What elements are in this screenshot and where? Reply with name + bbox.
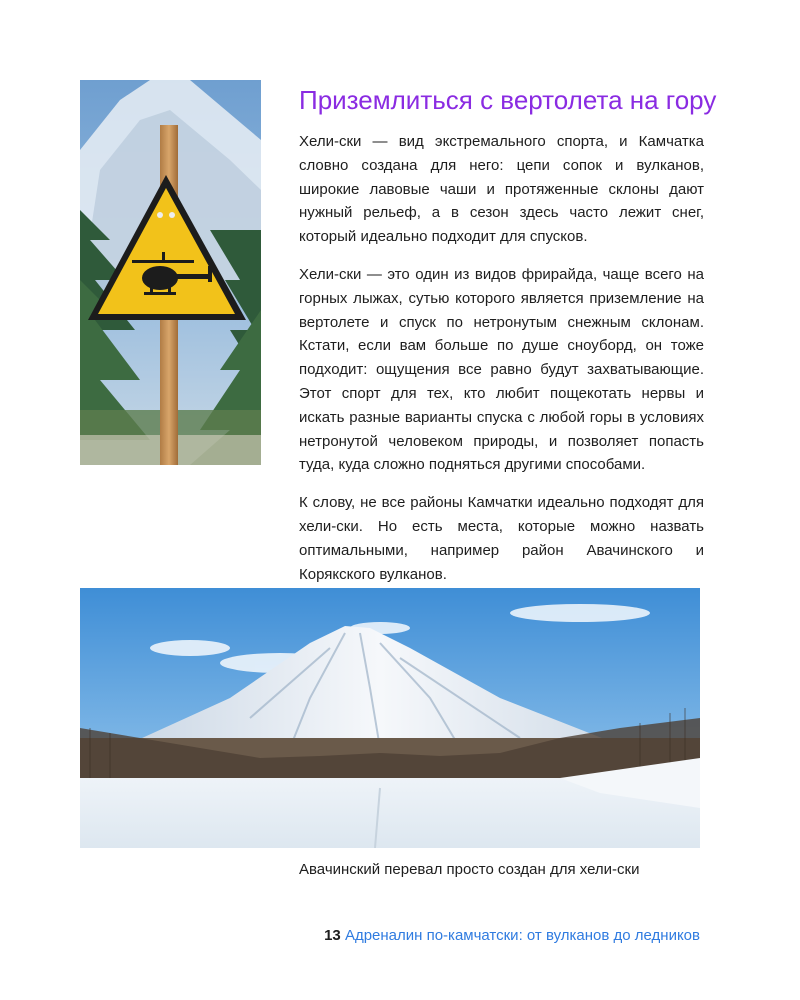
article [299,80,717,600]
article-paragraph: К слову, не все районы Камчатки идеально подходят для хели-ски. Но есть места, которые можно назвать оптимальными, например район Авачинского и Корякского вулканов. [299,494,704,583]
page-number: 13 [324,927,341,944]
snowy-volcano-icon [80,588,700,848]
helicopter-sign-photo [80,80,261,465]
article-heading: Приземлиться с вертолета на гору [299,85,717,115]
article-paragraph: Хели-ски — это один из видов фрирайда, чаще всего на горных лыжах, сутью которого является приземление на вертолете и спуск по нетронутым снежным склонам. Кстати, если вам больше по душе сноуборд, он тоже подходит: ощущения все равно будут захватывающие. Этот спорт для тех, кто любит пощекотать нервы и искать разные варианты спуска с любой горы в условиях нетронутой человеком природы, и позволяет попасть туда, куда сложно подняться другими способами. [299,265,704,474]
article-paragraph: Хели-ски — вид экстремального спорта, и Камчатка словно создана для него: цепи сопок и вулканов, широкие лавовые чаши и протяженные склоны дают нужный рельеф, а в сезон здесь часто лежит снег, который идеально подходит для спусков. [299,133,704,246]
photo-caption: Авачинский перевал просто создан для хели-ски [299,861,640,878]
helicopter-sign-icon [80,80,261,465]
page-footer [324,925,700,947]
volcano-photo [80,588,700,848]
running-title: Адреналин по-камчатски: от вулканов до ледников [344,927,700,944]
